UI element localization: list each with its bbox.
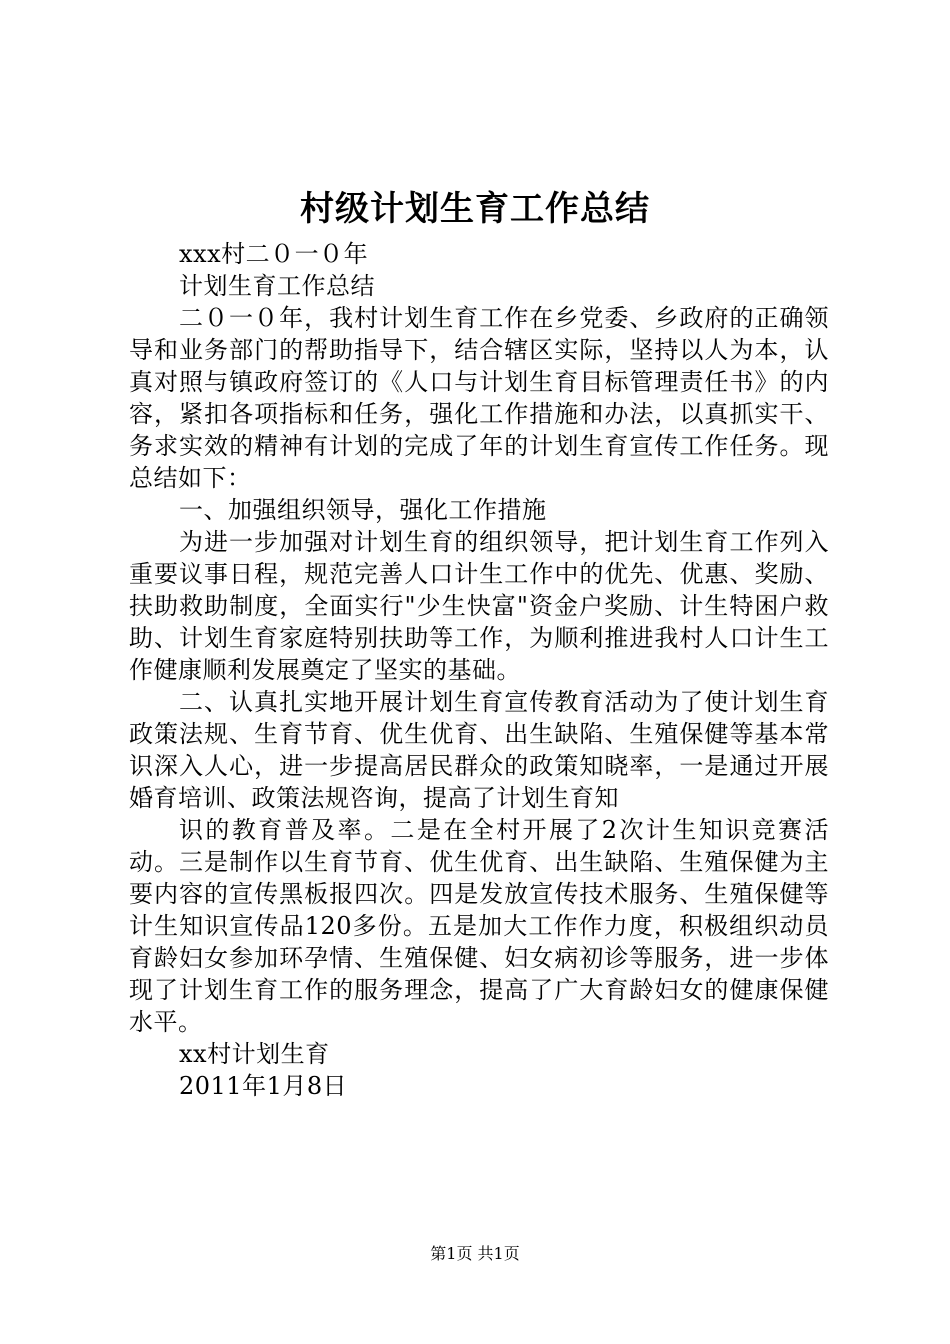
section-1-paragraph: 为进一步加强对计划生育的组织领导，把计划生育工作列入重要议事日程，规范完善人口计生工作中的优先、优惠、奖励、扶助救助制度，全面实行"少生快富"资金户奖励、计生特困户救助、计划生育家庭特别扶助等工作，为顺利推进我村人口计生工作健康顺利发展奠定了坚实的基础。: [129, 528, 829, 684]
signature-date: 2011年1月8日: [179, 1072, 348, 1100]
document-body: [129, 238, 829, 1102]
section-2-continuation-paragraph: 识的教育普及率。二是在全村开展了2次计生知识竞赛活动。三是制作以生育节育、优生优育、出生缺陷、生殖保健为主要内容的宣传黑板报四次。四是发放宣传技术服务、生殖保健等计生知识宣传品120多份。五是加大工作作力度，积极组织动员育龄妇女参加环孕情、生殖保健、妇女病初诊等服务，进一步体现了计划生育工作的服务理念，提高了广大育龄妇女的健康保健水平。: [129, 816, 829, 1036]
section-2-paragraph: 二、认真扎实地开展计划生育宣传教育活动为了使计划生育政策法规、生育节育、优生优育、出生缺陷、生殖保健等基本常识深入人心，进一步提高居民群众的政策知晓率，一是通过开展婚育培训、政策法规咨询，提高了计划生育知: [129, 688, 829, 812]
header-line-subtitle: 计划生育工作总结: [179, 272, 375, 300]
intro-paragraph: 二０一０年，我村计划生育工作在乡党委、乡政府的正确领导和业务部门的帮助指导下，结合辖区实际，坚持以人为本，认真对照与镇政府签订的《人口与计划生育目标管理责任书》的内容，紧扣各项指标和任务，强化工作措施和办法，以真抓实干、务求实效的精神有计划的完成了年的计划生育宣传工作任务。现总结如下：: [129, 304, 829, 492]
signature-organization: xx村计划生育: [179, 1040, 330, 1068]
page-footer: 第1页 共1页: [430, 1244, 520, 1263]
section-heading-1: 一、加强组织领导，强化工作措施: [179, 496, 547, 524]
document-title: 村级计划生育工作总结: [300, 189, 650, 229]
header-line-village-year: xxx村二０一０年: [179, 240, 369, 268]
